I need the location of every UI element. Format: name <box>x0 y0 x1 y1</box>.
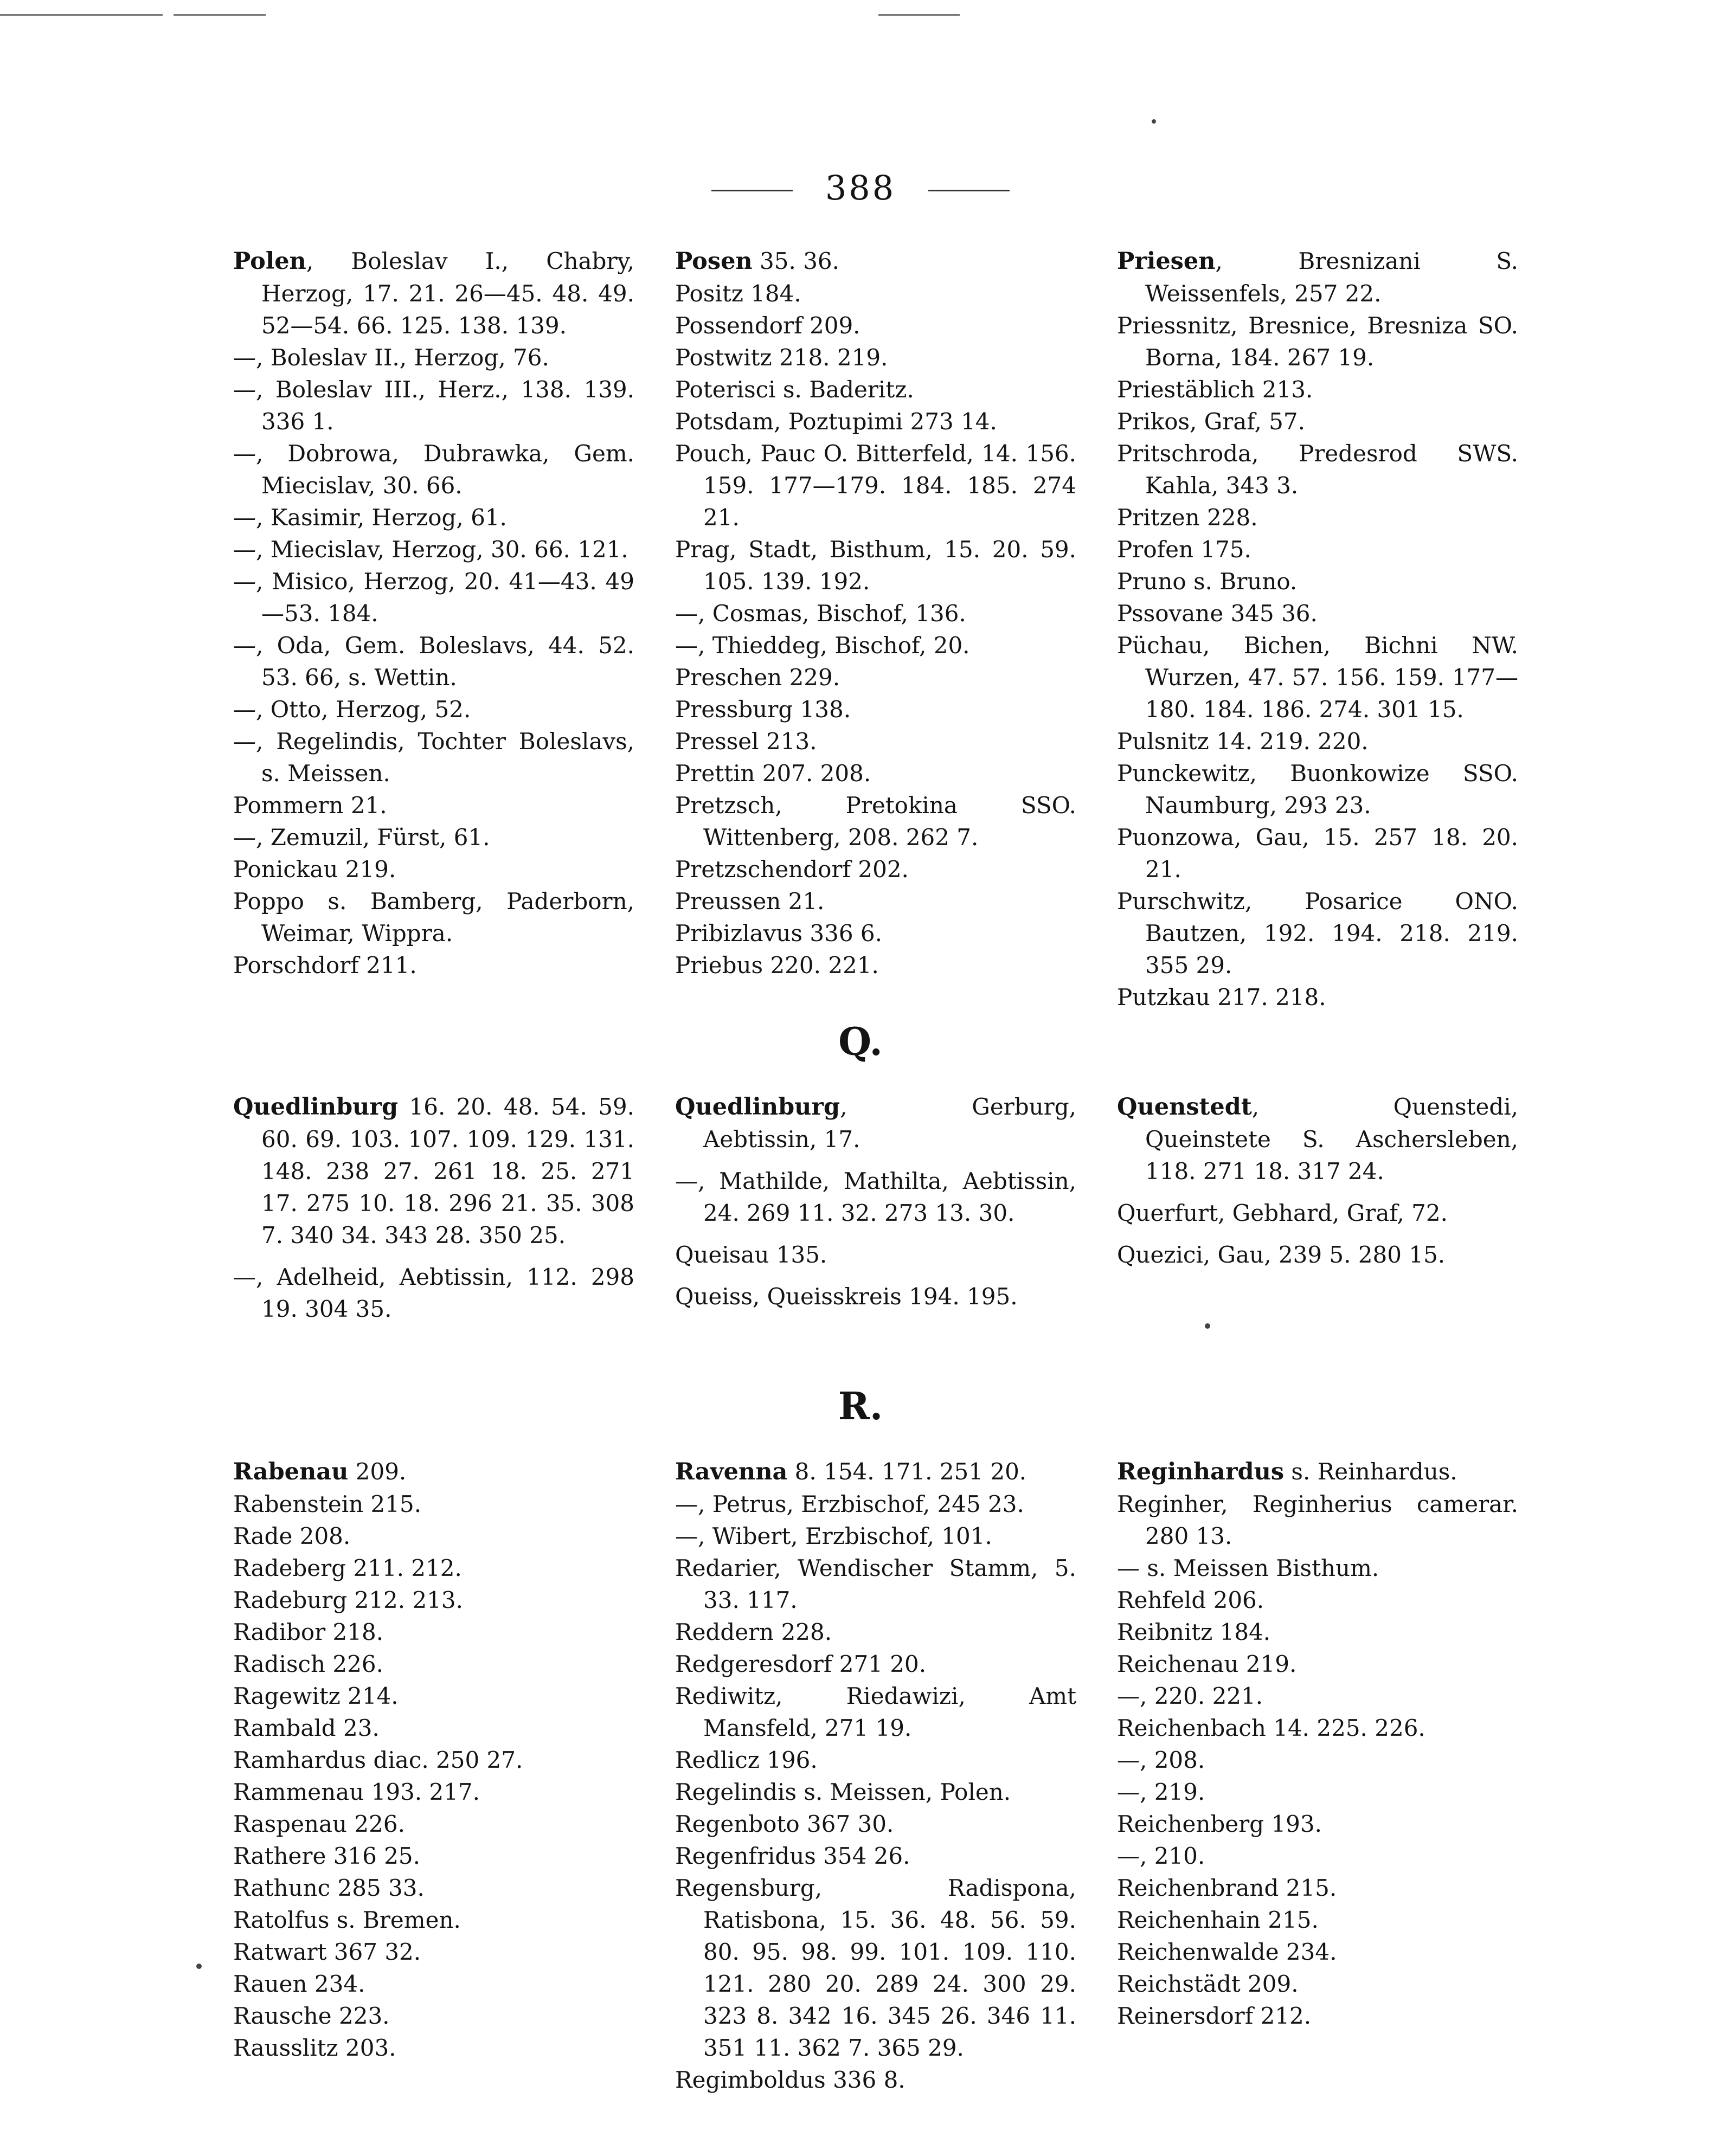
index-entry: Regensburg, Radispona, Ratisbona, 15. 36. 48. 56. 59. 80. 95. 98. 99. 101. 109. 110. 121. 280 20. 289 24. 300 29. 323 8. 342 16. 345 26. 346 11. 351 11. 362 7. 365 29. <box>675 1875 1076 2061</box>
index-entry: Pritzen 228. <box>1117 504 1258 531</box>
index-entry: Reichenberg 193. <box>1117 1811 1322 1837</box>
index-column <box>233 1456 634 2096</box>
index-entry: Putzkau 217. 218. <box>1117 984 1326 1011</box>
index-entry: Quedlinburg, Gerburg, Aebtissin, 17. <box>675 1093 1076 1153</box>
index-entry: Punckewitz, Buonkowize SSO. Naumburg, 293 23. <box>1117 760 1518 819</box>
index-entry: Priestäblich 213. <box>1117 376 1313 403</box>
index-entry: Rabenau 209. <box>233 1458 407 1485</box>
index-entry: —, Boleslav III., Herz., 138. 139. 336 1. <box>233 376 634 435</box>
index-entry: Rade 208. <box>233 1523 351 1549</box>
section-letter-q: Q. <box>838 1019 883 1064</box>
index-entry: Quedlinburg 16. 20. 48. 54. 59. 60. 69. 103. 107. 109. 129. 131. 148. 238 27. 261 18. 25. 271 17. 275 10. 18. 296 21. 35. 308 7. 340 34. 343 28. 350 25. <box>233 1093 634 1248</box>
index-entry: Pretzschendorf 202. <box>675 856 909 883</box>
header-dash <box>928 190 1010 191</box>
section-p <box>233 245 1518 1013</box>
index-entry: Ratwart 367 32. <box>233 1939 421 1965</box>
index-entry: Ravenna 8. 154. 171. 251 20. <box>675 1458 1027 1485</box>
index-entry: Potsdam, Poztupimi 273 14. <box>675 408 997 435</box>
index-entry: Poterisci s. Baderitz. <box>675 376 914 403</box>
index-column <box>675 1091 1076 1335</box>
index-entry: Reichenbach 14. 225. 226. <box>1117 1715 1425 1741</box>
index-entry: Radeburg 212. 213. <box>233 1587 463 1613</box>
index-entry: Pouch, Pauc O. Bitterfeld, 14. 156. 159. 177—179. 184. 185. 274 21. <box>675 440 1076 531</box>
index-entry: —, Otto, Herzog, 52. <box>233 696 471 723</box>
index-column <box>1117 1091 1518 1335</box>
header-dash <box>711 190 793 191</box>
index-entry: Rathunc 285 33. <box>233 1875 425 1901</box>
index-entry: Ramhardus diac. 250 27. <box>233 1747 523 1773</box>
index-entry: Rediwitz, Riedawizi, Amt Mansfeld, 271 19. <box>675 1683 1076 1741</box>
index-entry: Prettin 207. 208. <box>675 760 871 787</box>
index-entry: Ragewitz 214. <box>233 1683 399 1709</box>
index-entry: Pretzsch, Pretokina SSO. Wittenberg, 208. 262 7. <box>675 792 1076 851</box>
index-entry: Redgeresdorf 271 20. <box>675 1651 927 1677</box>
index-entry: Posen 35. 36. <box>675 248 839 275</box>
index-entry: Rauen 234. <box>233 1971 365 1997</box>
index-entry: Pribizlavus 336 6. <box>675 920 882 947</box>
index-entry: Profen 175. <box>1117 536 1251 563</box>
index-entry: —, Regelindis, Tochter Boleslavs, s. Meissen. <box>233 728 634 787</box>
index-entry: Rausslitz 203. <box>233 2035 396 2061</box>
index-entry: Quenstedt, Quenstedi, Queinstete S. Aschersleben, 118. 271 18. 317 24. <box>1117 1093 1518 1185</box>
index-entry: Reinersdorf 212. <box>1117 2003 1312 2029</box>
index-entry: Preussen 21. <box>675 888 825 915</box>
index-entry: —, Dobrowa, Dubrawka, Gem. Miecislav, 30. 66. <box>233 440 634 499</box>
index-entry: —, Cosmas, Bischof, 136. <box>675 600 966 627</box>
index-entry: —, Thieddeg, Bischof, 20. <box>675 632 970 659</box>
index-entry: Rehfeld 206. <box>1117 1587 1264 1613</box>
index-entry: Radeberg 211. 212. <box>233 1555 462 1581</box>
index-entry: —, 219. <box>1117 1779 1205 1805</box>
index-column <box>675 245 1076 1013</box>
index-entry: Reddern 228. <box>675 1619 832 1645</box>
index-entry: —, Mathilde, Mathilta, Aebtissin, 24. 269 11. 32. 273 13. 30. <box>675 1168 1076 1226</box>
index-entry: Raspenau 226. <box>233 1811 405 1837</box>
page-header <box>0 168 1721 208</box>
index-entry: Redlicz 196. <box>675 1747 818 1773</box>
index-column <box>1117 245 1518 1013</box>
index-entry: Ratolfus s. Bremen. <box>233 1907 461 1933</box>
index-entry: Reichenwalde 234. <box>1117 1939 1337 1965</box>
index-entry: Rausche 223. <box>233 2003 390 2029</box>
index-entry: Reginher, Reginherius camerar. 280 13. <box>1117 1491 1518 1549</box>
scan-speck <box>1152 119 1156 124</box>
index-column <box>675 1456 1076 2096</box>
index-entry: Possendorf 209. <box>675 312 860 339</box>
index-entry: Pressel 213. <box>675 728 817 755</box>
index-entry: Queiss, Queisskreis 194. 195. <box>675 1283 1018 1310</box>
index-entry: Queisau 135. <box>675 1241 827 1268</box>
scan-edge-rule <box>878 14 960 16</box>
scan-edge-rule <box>0 14 163 16</box>
index-entry: Redarier, Wendischer Stamm, 5. 33. 117. <box>675 1555 1076 1613</box>
scan-edge-rule <box>174 14 266 16</box>
section-r <box>233 1456 1518 2096</box>
scan-speck <box>1205 1323 1210 1329</box>
index-entry: Postwitz 218. 219. <box>675 344 888 371</box>
index-column <box>1117 1456 1518 2096</box>
index-entry: Rabenstein 215. <box>233 1491 422 1517</box>
index-entry: Positz 184. <box>675 280 801 307</box>
index-entry: Quezici, Gau, 239 5. 280 15. <box>1117 1241 1446 1268</box>
index-entry: Priessnitz, Bresnice, Bresniza SO. Borna, 184. 267 19. <box>1117 312 1518 371</box>
section-letter-r: R. <box>838 1383 883 1428</box>
index-entry: Preschen 229. <box>675 664 840 691</box>
index-entry: —, Boleslav II., Herzog, 76. <box>233 344 549 371</box>
index-entry: Ponickau 219. <box>233 856 396 883</box>
index-entry: Purschwitz, Posarice ONO. Bautzen, 192. 194. 218. 219. 355 29. <box>1117 888 1518 979</box>
index-entry: Rammenau 193. 217. <box>233 1779 480 1805</box>
index-entry: Puonzowa, Gau, 15. 257 18. 20. 21. <box>1117 824 1518 883</box>
index-entry: Pulsnitz 14. 219. 220. <box>1117 728 1369 755</box>
index-entry: Regimboldus 336 8. <box>675 2067 906 2093</box>
index-entry: —, 208. <box>1117 1747 1205 1773</box>
index-entry: Radibor 218. <box>233 1619 384 1645</box>
index-entry: Pommern 21. <box>233 792 387 819</box>
index-entry: Priesen, Bresnizani S. Weissenfels, 257 22. <box>1117 248 1518 307</box>
index-entry: Poppo s. Bamberg, Paderborn, Weimar, Wippra. <box>233 888 634 947</box>
index-entry: Rambald 23. <box>233 1715 380 1741</box>
index-entry: —, 210. <box>1117 1843 1205 1869</box>
index-entry: Püchau, Bichen, Bichni NW. Wurzen, 47. 57. 156. 159. 177—180. 184. 186. 274. 301 15. <box>1117 632 1518 723</box>
index-entry: —, Wibert, Erzbischof, 101. <box>675 1523 992 1549</box>
index-entry: Regenboto 367 30. <box>675 1811 894 1837</box>
index-column <box>233 1091 634 1335</box>
index-entry: Reibnitz 184. <box>1117 1619 1271 1645</box>
index-entry: Radisch 226. <box>233 1651 383 1677</box>
index-entry: Polen, Boleslav I., Chabry, Herzog, 17. 21. 26—45. 48. 49. 52—54. 66. 125. 138. 139. <box>233 248 634 339</box>
index-entry: —, Kasimir, Herzog, 61. <box>233 504 507 531</box>
index-entry: Reichenau 219. <box>1117 1651 1297 1677</box>
index-entry: —, Adelheid, Aebtissin, 112. 298 19. 304 35. <box>233 1264 634 1322</box>
index-entry: Querfurt, Gebhard, Graf, 72. <box>1117 1200 1448 1226</box>
index-entry: Porschdorf 211. <box>233 952 417 979</box>
index-entry: —, Zemuzil, Fürst, 61. <box>233 824 490 851</box>
index-entry: Rathere 316 25. <box>233 1843 421 1869</box>
index-entry: Reginhardus s. Reinhardus. <box>1117 1458 1457 1485</box>
index-entry: Prikos, Graf, 57. <box>1117 408 1305 435</box>
section-q <box>233 1091 1518 1335</box>
index-entry: Priebus 220. 221. <box>675 952 879 979</box>
index-entry: Regenfridus 354 26. <box>675 1843 910 1869</box>
page-number: 388 <box>825 168 896 208</box>
index-entry: —, Miecislav, Herzog, 30. 66. 121. <box>233 536 628 563</box>
scan-speck <box>196 1964 202 1969</box>
index-entry: —, Petrus, Erzbischof, 245 23. <box>675 1491 1024 1517</box>
index-entry: Reichenbrand 215. <box>1117 1875 1337 1901</box>
index-entry: Pressburg 138. <box>675 696 851 723</box>
index-entry: Pruno s. Bruno. <box>1117 568 1298 595</box>
index-entry: — s. Meissen Bisthum. <box>1117 1555 1379 1581</box>
index-entry: Prag, Stadt, Bisthum, 15. 20. 59. 105. 139. 192. <box>675 536 1076 595</box>
index-entry: Reichstädt 209. <box>1117 1971 1299 1997</box>
index-entry: Pssovane 345 36. <box>1117 600 1318 627</box>
index-entry: Reichenhain 215. <box>1117 1907 1319 1933</box>
index-entry: —, 220. 221. <box>1117 1683 1263 1709</box>
index-entry: —, Oda, Gem. Boleslavs, 44. 52. 53. 66, s. Wettin. <box>233 632 634 691</box>
index-entry: Pritschroda, Predesrod SWS. Kahla, 343 3. <box>1117 440 1518 499</box>
index-entry: —, Misico, Herzog, 20. 41—43. 49—53. 184. <box>233 568 634 627</box>
index-column <box>233 245 634 1013</box>
index-entry: Regelindis s. Meissen, Polen. <box>675 1779 1011 1805</box>
